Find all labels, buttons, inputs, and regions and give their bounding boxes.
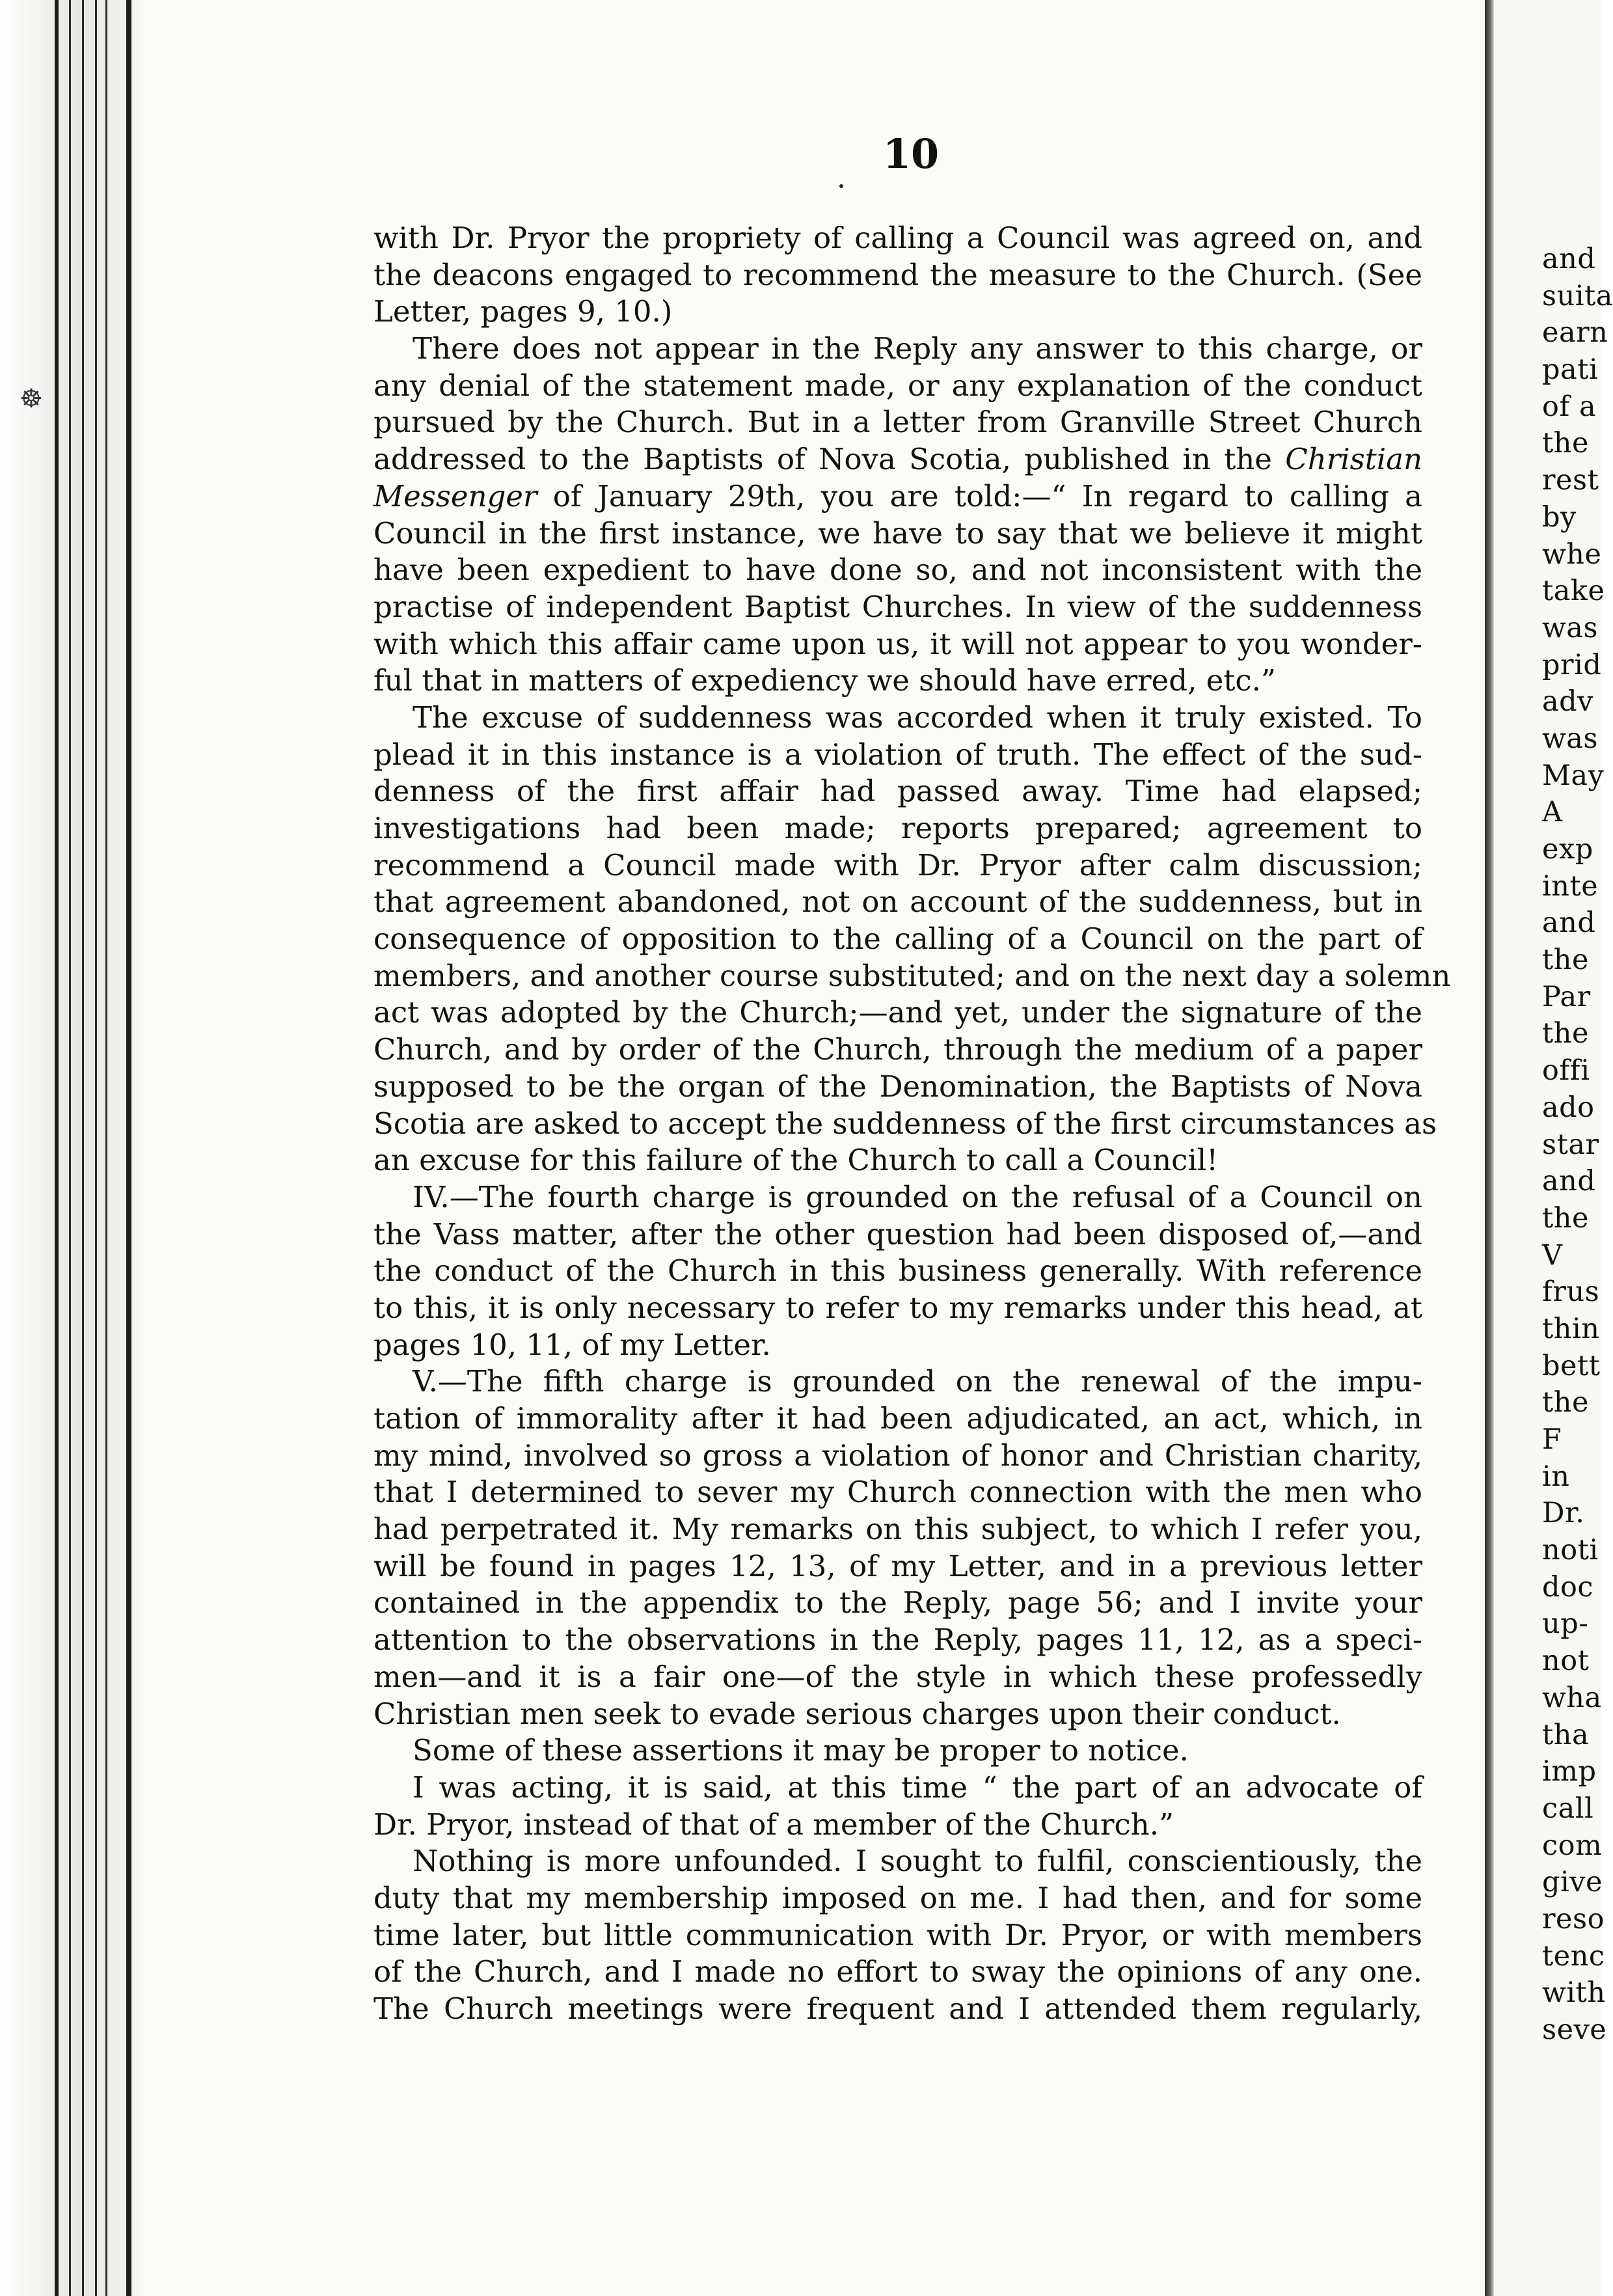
- facing-page-fragment: rest: [1542, 464, 1599, 497]
- line-text: act was adopted by the Church;—and yet, under the signature of the: [373, 995, 1422, 1030]
- facing-page-fragment: star: [1542, 1128, 1599, 1161]
- facing-page-fragment: reso: [1542, 1902, 1605, 1935]
- line-text: recommend a Council made with Dr. Pryor after calm discussion;: [373, 847, 1422, 882]
- line-text: pages 10, 11, of my Letter.: [373, 1327, 771, 1362]
- line-text: will be found in pages 12, 13, of my Letter, and in a previous letter: [373, 1548, 1422, 1583]
- line-text: Some of these assertions it may be proper to notice.: [413, 1733, 1189, 1768]
- text-line: [373, 1032, 1422, 1069]
- text-line: [373, 1585, 1422, 1622]
- text-line: [373, 994, 1422, 1032]
- line-text: the conduct of the Church in this business generally. With reference: [373, 1253, 1422, 1289]
- line-text: members, and another course substituted; and on the next day a solemn: [373, 958, 1451, 993]
- facing-page-fragment: take: [1542, 575, 1605, 608]
- facing-page-fragment: inte: [1542, 869, 1599, 903]
- text-line: [373, 1069, 1422, 1106]
- facing-page-fragment: seve: [1542, 2014, 1607, 2046]
- text-line: [373, 515, 1422, 553]
- italic-text: Messenger: [373, 478, 537, 513]
- facing-page-fragment: by: [1542, 500, 1577, 534]
- text-line: [373, 1696, 1422, 1733]
- facing-page-fragment: V: [1542, 1238, 1563, 1272]
- text-line: [373, 1622, 1422, 1659]
- facing-page-fragment: give: [1542, 1866, 1603, 1899]
- line-text: addressed to the Baptists of Nova Scotia, published in the: [373, 442, 1272, 477]
- text-line: [373, 1548, 1422, 1585]
- facing-page-fragment: the: [1542, 1201, 1589, 1235]
- line-text: men—and it is a fair one—of the style in which these professedly: [373, 1659, 1422, 1694]
- text-line: [373, 1216, 1422, 1253]
- facing-page-fragment: was: [1542, 722, 1599, 755]
- text-line: [373, 1954, 1422, 1991]
- page-number: 10: [882, 130, 940, 178]
- text-line: [373, 1179, 1422, 1216]
- text-line: [373, 1438, 1422, 1475]
- line-text: have been expedient to have done so, and not inconsistent with the: [373, 553, 1422, 588]
- text-line: [373, 1327, 1422, 1364]
- text-line: [373, 1511, 1422, 1548]
- facing-page-fragment: the: [1542, 1017, 1589, 1050]
- text-line: [373, 589, 1422, 626]
- facing-page-fragment: exp: [1542, 833, 1593, 866]
- line-text: denness of the first affair had passed away. Time had elapsed;: [373, 774, 1422, 809]
- facing-page-fragment: frus: [1542, 1276, 1600, 1309]
- line-text: Nothing is more unfounded. I sought to fulfil, conscientiously, the: [413, 1844, 1422, 1879]
- text-line: [373, 1363, 1422, 1401]
- text-line: [373, 700, 1422, 737]
- facing-page-fragment: and: [1542, 1165, 1596, 1198]
- facing-page-fragment: imp: [1542, 1755, 1597, 1788]
- facing-page-fragment: of a: [1542, 390, 1597, 423]
- facing-page-fragment: Dr.: [1542, 1497, 1585, 1530]
- text-line: [373, 552, 1422, 589]
- page-edge-line: [82, 0, 84, 2296]
- body-text: [373, 220, 1451, 2028]
- facing-page-fragment: offi: [1542, 1054, 1590, 1087]
- text-line: [373, 257, 1422, 294]
- facing-page-fragment: suita: [1542, 279, 1613, 312]
- line-text: practise of independent Baptist Churches. In view of the suddenness: [373, 589, 1422, 624]
- text-line: [373, 773, 1422, 810]
- facing-page-fragment: ado: [1542, 1091, 1595, 1124]
- facing-page-fragment: doc: [1542, 1570, 1593, 1604]
- facing-page-fragment: in: [1542, 1460, 1570, 1493]
- line-text: an excuse for this failure of the Church to call a Council!: [373, 1143, 1219, 1178]
- text-line: [373, 1770, 1422, 1807]
- text-line: [373, 1106, 1437, 1143]
- line-text: supposed to be the organ of the Denomination, the Baptists of Nova: [373, 1069, 1422, 1104]
- facing-page-fragment: the: [1542, 427, 1589, 460]
- facing-page-fragment: wha: [1542, 1681, 1602, 1714]
- facing-page-fragment: the: [1542, 944, 1589, 977]
- text-line: [373, 1253, 1422, 1290]
- text-line: [373, 1142, 1422, 1179]
- line-text: Scotia are asked to accept the suddenness of the first circumstances as: [373, 1106, 1437, 1141]
- line-text: that agreement abandoned, not on account of the suddenness, but in: [373, 884, 1422, 920]
- facing-page-text: [1542, 241, 1613, 2049]
- line-text: ful that in matters of expediency we should have erred, etc.”: [373, 663, 1276, 698]
- line-text: Christian men seek to evade serious charges upon their conduct.: [373, 1696, 1341, 1731]
- facing-page-fragment: the: [1542, 1386, 1589, 1419]
- line-text: any denial of the statement made, or any explanation of the conduct: [373, 368, 1422, 403]
- text-line: [373, 663, 1422, 700]
- line-text: of the Church, and I made no effort to sway the opinions of any one.: [373, 1954, 1422, 1989]
- line-text: Letter, pages 9, 10.): [373, 294, 673, 329]
- line-text: with which this affair came upon us, it will not appear to you wonder-: [373, 626, 1422, 661]
- line-text: The excuse of suddenness was accorded when it truly existed. To: [413, 700, 1422, 735]
- facing-page-fragment: with: [1542, 1976, 1606, 2010]
- text-line: [373, 1732, 1422, 1770]
- text-line: [373, 626, 1422, 663]
- page-edge-line: [55, 0, 59, 2296]
- line-text: that I determined to sever my Church connection with the men who: [373, 1475, 1422, 1510]
- facing-page-fragment: tha: [1542, 1718, 1590, 1751]
- facing-page-fragment: pati: [1542, 353, 1599, 387]
- facing-page-fragment: F: [1542, 1423, 1562, 1456]
- text-line: [373, 220, 1422, 257]
- line-text: tation of immorality after it had been adjudicated, an act, which, in: [373, 1401, 1422, 1436]
- facing-page-fragment: thin: [1542, 1312, 1600, 1345]
- text-line: [373, 441, 1422, 478]
- facing-page-fragment: call: [1542, 1792, 1594, 1825]
- text-line: [373, 884, 1422, 921]
- text-line: [373, 478, 1422, 515]
- page-edge-line: [126, 0, 131, 2296]
- text-line: [373, 847, 1422, 884]
- text-line: [373, 1401, 1422, 1438]
- text-line: [373, 1807, 1422, 1844]
- text-line: [373, 810, 1422, 847]
- facing-page-fragment: whe: [1542, 538, 1602, 571]
- text-line: [373, 958, 1451, 995]
- facing-page-fragment: not: [1542, 1645, 1590, 1678]
- facing-page-fragment: May: [1542, 759, 1605, 792]
- line-text: attention to the observations in the Reply, pages 11, 12, as a speci-: [373, 1622, 1422, 1658]
- facing-page-fragment: and: [1542, 243, 1596, 275]
- line-text: plead it in this instance is a violation of truth. The effect of the sud-: [373, 737, 1422, 772]
- text-line: [373, 1659, 1422, 1696]
- line-text: duty that my membership imposed on me. I had then, and for some: [373, 1880, 1422, 1915]
- line-text: contained in the appendix to the Reply, page 56; and I invite your: [373, 1585, 1422, 1620]
- line-text: my mind, involved so gross a violation of honor and Christian charity,: [373, 1438, 1422, 1473]
- line-text: I was acting, it is said, at this time “ the part of an advocate of: [413, 1770, 1422, 1805]
- binding-mark-icon: ☸: [20, 384, 43, 414]
- line-text: investigations had been made; reports prepared; agreement to: [373, 811, 1422, 845]
- text-line: [373, 1880, 1422, 1917]
- text-line: [373, 1843, 1422, 1880]
- line-text: Church, and by order of the Church, through the medium of a paper: [373, 1032, 1422, 1067]
- text-line: [373, 921, 1422, 958]
- text-line: [373, 368, 1422, 405]
- facing-page-fragment: noti: [1542, 1534, 1599, 1567]
- text-line: [373, 404, 1422, 441]
- line-text: Dr. Pryor, instead of that of a member of the Church.”: [373, 1807, 1174, 1842]
- line-text: V.—The fifth charge is grounded on the renewal of the impu-: [413, 1364, 1422, 1399]
- page-edge-line: [105, 0, 107, 2296]
- line-text: Council in the first instance, we have to say that we believe it might: [373, 515, 1422, 551]
- text-line: [373, 737, 1422, 774]
- line-text: The Church meetings were frequent and I attended them regularly,: [373, 1991, 1422, 2026]
- text-line: [373, 1917, 1422, 1954]
- line-text: of January 29th, you are told:—“ In regard to calling a: [537, 478, 1422, 513]
- page-edge-line: [95, 0, 97, 2296]
- text-line: [373, 1991, 1422, 2028]
- facing-page-fragment: adv: [1542, 685, 1593, 718]
- line-text: the Vass matter, after the other question had been disposed of,—and: [373, 1216, 1422, 1251]
- facing-page-fragment: tenc: [1542, 1939, 1605, 1973]
- page-edge-line: [69, 0, 71, 2296]
- binding-gutter: [0, 0, 143, 2296]
- italic-text: Christian: [1285, 442, 1422, 477]
- line-text: consequence of opposition to the calling of a Council on the part of: [373, 922, 1422, 957]
- facing-page-fragment: earn: [1542, 316, 1608, 349]
- facing-page-fragment: and: [1542, 907, 1596, 940]
- facing-page-fragment: bett: [1542, 1349, 1601, 1382]
- facing-page-fragment: prid: [1542, 648, 1602, 681]
- line-text: There does not appear in the Reply any answer to this charge, or: [413, 331, 1422, 366]
- facing-page-fragment: A: [1542, 796, 1563, 829]
- line-text: pursued by the Church. But in a letter from Granville Street Church: [373, 405, 1422, 440]
- facing-page-fragment: com: [1542, 1829, 1603, 1862]
- line-text: had perpetrated it. My remarks on this subject, to which I refer you,: [373, 1512, 1422, 1547]
- page-number-dot: [839, 184, 843, 188]
- line-text: time later, but little communication with Dr. Pryor, or with members: [373, 1917, 1422, 1952]
- text-line: [373, 331, 1422, 368]
- facing-page-fragment: was: [1542, 611, 1599, 644]
- line-text: IV.—The fourth charge is grounded on the refusal of a Council on: [413, 1179, 1422, 1214]
- line-text: with Dr. Pryor the propriety of calling a Council was agreed on, and: [373, 221, 1422, 255]
- facing-page-fold: [1485, 0, 1494, 2296]
- text-line: [373, 1290, 1422, 1327]
- facing-page-fragment: Par: [1542, 980, 1591, 1013]
- line-text: the deacons engaged to recommend the measure to the Church. (See: [373, 257, 1422, 292]
- text-line: [373, 294, 1422, 331]
- facing-page-fragment: up-: [1542, 1607, 1589, 1641]
- line-text: to this, it is only necessary to refer to my remarks under this head, at: [373, 1290, 1422, 1325]
- text-line: [373, 1474, 1422, 1511]
